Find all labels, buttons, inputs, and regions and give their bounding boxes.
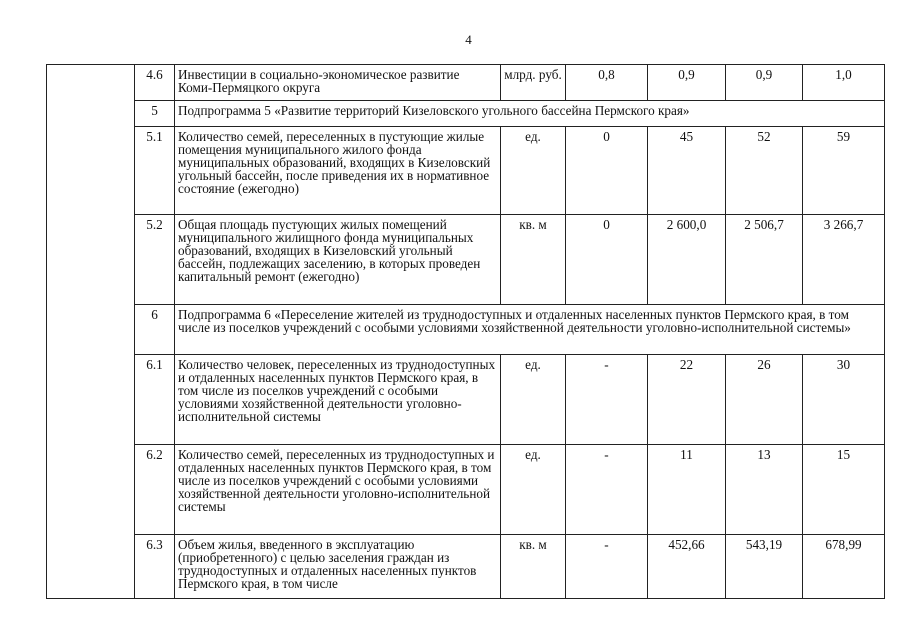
table-row xyxy=(47,65,885,101)
value-cell: 22 xyxy=(648,355,726,445)
value-cell: 543,19 xyxy=(726,535,803,599)
section-number: 6 xyxy=(135,305,175,355)
table-row xyxy=(47,215,885,305)
value-cell: 0 xyxy=(566,215,648,305)
row-number: 6.2 xyxy=(135,445,175,535)
unit-cell: кв. м xyxy=(501,215,566,305)
row-number: 5.2 xyxy=(135,215,175,305)
section-number: 5 xyxy=(135,101,175,127)
value-cell: - xyxy=(566,445,648,535)
indicator-description: Инвестиции в социально-экономическое развитие Коми-Пермяцкого округа xyxy=(175,65,501,101)
unit-cell: млрд. руб. xyxy=(501,65,566,101)
row-number: 6.3 xyxy=(135,535,175,599)
value-cell: 0 xyxy=(566,127,648,215)
value-cell: 0,9 xyxy=(726,65,803,101)
value-cell: 59 xyxy=(803,127,885,215)
value-cell: 11 xyxy=(648,445,726,535)
unit-cell: кв. м xyxy=(501,535,566,599)
value-cell: 0,9 xyxy=(648,65,726,101)
value-cell: 30 xyxy=(803,355,885,445)
unit-cell: ед. xyxy=(501,355,566,445)
table-row xyxy=(47,127,885,215)
row-number: 5.1 xyxy=(135,127,175,215)
table-row xyxy=(47,445,885,535)
value-cell: - xyxy=(566,535,648,599)
value-cell: 26 xyxy=(726,355,803,445)
section-title: Подпрограмма 5 «Развитие территорий Кизеловского угольного бассейна Пермского края» xyxy=(175,101,885,127)
unit-cell: ед. xyxy=(501,445,566,535)
value-cell: 13 xyxy=(726,445,803,535)
indicator-description: Количество человек, переселенных из труднодоступных и отдаленных населенных пунктов Пермского края, в том числе из поселков учреждений с особыми условиями хозяйственной деятельности уголовно-исполнительной системы xyxy=(175,355,501,445)
value-cell: 452,66 xyxy=(648,535,726,599)
value-cell: 1,0 xyxy=(803,65,885,101)
value-cell: 3 266,7 xyxy=(803,215,885,305)
value-cell: 45 xyxy=(648,127,726,215)
table-row xyxy=(47,535,885,599)
table-row xyxy=(47,355,885,445)
section-title: Подпрограмма 6 «Переселение жителей из труднодоступных и отдаленных населенных пунктов Пермского края, в том числе из поселков учреждений с особыми условиями хозяйственной деятельности уголовно-исполнительной системы» xyxy=(175,305,885,355)
value-cell: 678,99 xyxy=(803,535,885,599)
value-cell: 2 600,0 xyxy=(648,215,726,305)
value-cell: 0,8 xyxy=(566,65,648,101)
indicators-table xyxy=(46,64,885,599)
indicator-description: Количество семей, переселенных из труднодоступных и отдаленных населенных пунктов Пермского края, в том числе из поселков учреждений с особыми условиями хозяйственной деятельности уголовно-исполнительной системы xyxy=(175,445,501,535)
value-cell: 2 506,7 xyxy=(726,215,803,305)
value-cell: 15 xyxy=(803,445,885,535)
indicator-description: Количество семей, переселенных в пустующие жилые помещения муниципального жилого фонда муниципальных образований, входящих в Кизеловский угольный бассейн, после приведения их в нормативное состояние (ежегодно) xyxy=(175,127,501,215)
value-cell: - xyxy=(566,355,648,445)
row-number: 4.6 xyxy=(135,65,175,101)
row-number: 6.1 xyxy=(135,355,175,445)
section-row xyxy=(47,101,885,127)
value-cell: 52 xyxy=(726,127,803,215)
page-number: 4 xyxy=(465,32,472,47)
section-row xyxy=(47,305,885,355)
unit-cell: ед. xyxy=(501,127,566,215)
indicator-description: Общая площадь пустующих жилых помещений муниципального жилищного фонда муниципальных образований, входящих в Кизеловский угольный бассейн, подлежащих заселению, в которых проведен капитальный ремонт (ежегодно) xyxy=(175,215,501,305)
blank-column xyxy=(47,65,135,599)
indicator-description: Объем жилья, введенного в эксплуатацию (приобретенного) с целью заселения граждан из труднодоступных и отдаленных населенных пунктов Пермского края, в том числе xyxy=(175,535,501,599)
